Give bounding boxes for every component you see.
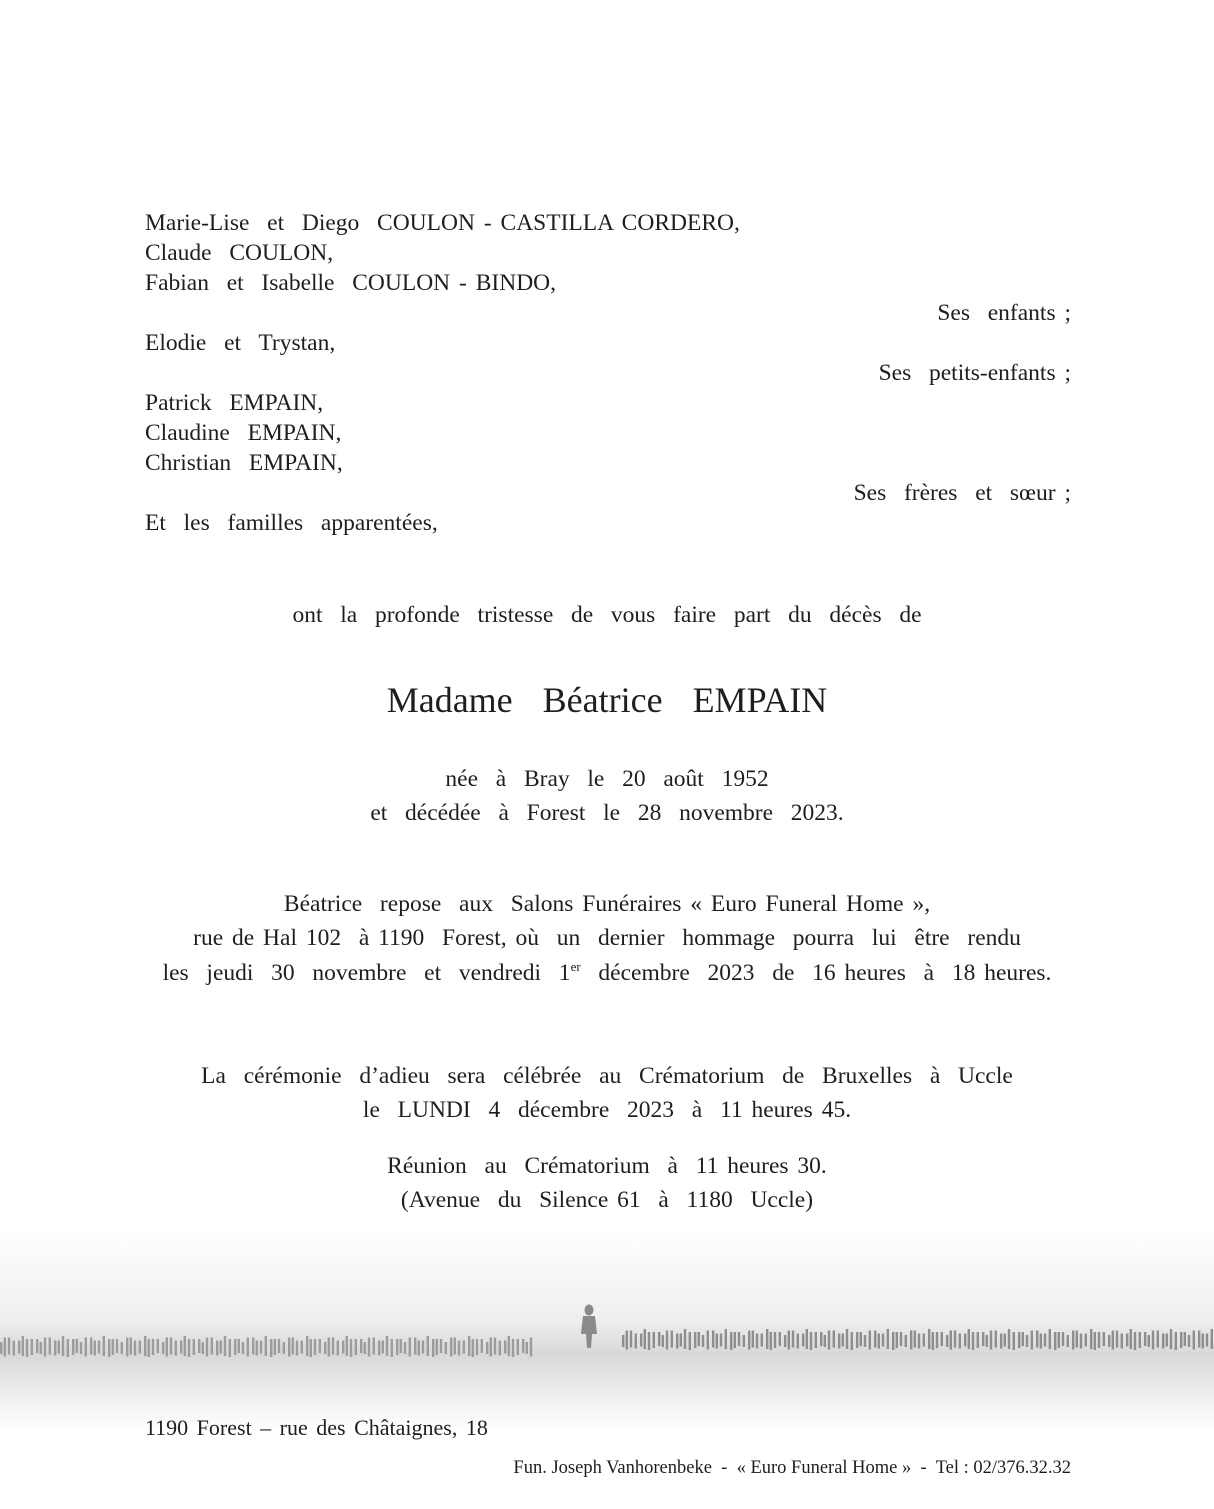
ceremony-line-1: La cérémonie d’adieu sera célébrée au Crématorium de Bruxelles à Uccle	[201, 1063, 1013, 1089]
grandchildren-label: Ses petits-enfants ;	[878, 360, 1071, 386]
children-label: Ses enfants ;	[937, 300, 1071, 326]
birth-line: née à Bray le 20 août 1952	[445, 766, 769, 792]
viewing-line-1: Béatrice repose aux Salons Funéraires « Euro Funeral Home »,	[283, 891, 931, 917]
sibling-name: Christian EMPAIN,	[145, 450, 343, 476]
ceremony-line-2: le LUNDI 4 décembre 2023 à 11 heures 45.	[362, 1097, 852, 1123]
child-name: Fabian et Isabelle COULON - BINDO,	[145, 270, 557, 296]
meeting-line-1: Réunion au Crématorium à 11 heures 30.	[387, 1153, 827, 1179]
announcement-line: ont la profonde tristesse de vous faire part du décès de	[292, 602, 922, 628]
funeral-home-contact: Fun. Joseph Vanhorenbeke - « Euro Funeral Home » - Tel : 02/376.32.32	[513, 1458, 1071, 1478]
viewing-line-3	[0, 958, 1214, 988]
siblings-label: Ses frères et sœur ;	[853, 480, 1071, 506]
beach-photo-band	[0, 1230, 1214, 1430]
viewing-line-3-start: les jeudi 30 novembre et vendredi 1	[162, 960, 571, 986]
viewing-line-3-end: décembre 2023 de 16 heures à 18 heures.	[580, 960, 1052, 986]
meeting-line-2: (Avenue du Silence 61 à 1180 Uccle)	[400, 1187, 814, 1213]
child-name: Marie-Lise et Diego COULON - CASTILLA CORDERO,	[145, 210, 740, 236]
sibling-name: Claudine EMPAIN,	[145, 420, 342, 446]
relatives-line: Et les familles apparentées,	[145, 510, 438, 536]
deceased-name: Madame Béatrice EMPAIN	[386, 680, 828, 720]
death-line: et décédée à Forest le 28 novembre 2023.	[370, 800, 844, 826]
child-name: Claude COULON,	[145, 240, 334, 266]
viewing-line-2: rue de Hal 102 à 1190 Forest, où un dernier hommage pourra lui être rendu	[193, 925, 1021, 951]
grandchildren-names: Elodie et Trystan,	[145, 330, 336, 356]
family-address: 1190 Forest – rue des Châtaignes, 18	[145, 1415, 488, 1440]
ordinal-suffix: er	[570, 959, 581, 974]
sibling-name: Patrick EMPAIN,	[145, 390, 324, 416]
